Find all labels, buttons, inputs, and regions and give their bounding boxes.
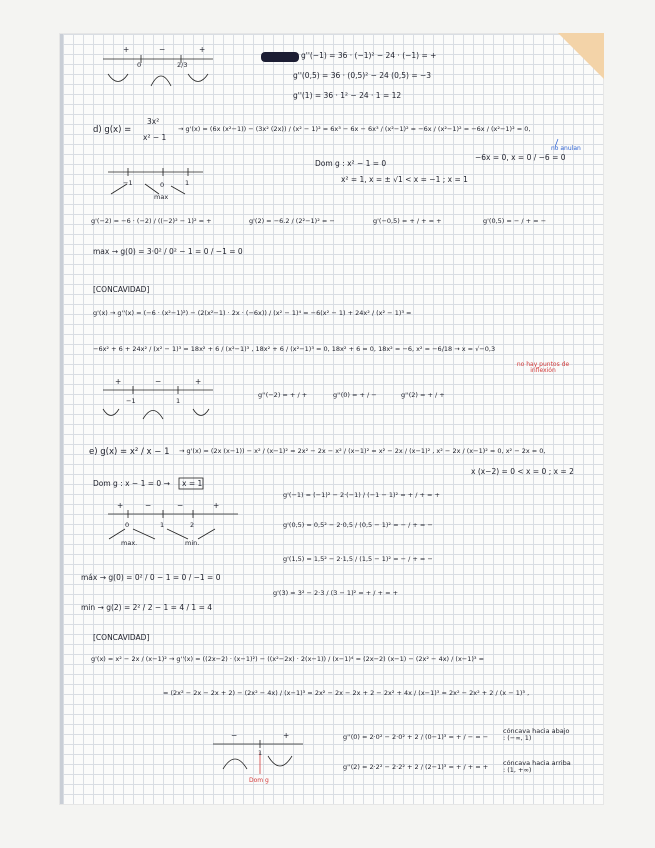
d2-line-2: −6x² + 6 + 24x² / (x² − 1)³ = 18x² + 6 / (x²−1)³ , 18x² + 6 / (x²−1)³ = 0, 18x² + 6 = 0, 18x² = −6, x² = −6/18 → x = √−0,3: [93, 345, 496, 353]
notebook-page: [60, 34, 603, 804]
eval-line-1: g''(−1) = 36 · (−1)² − 24 · (−1) = +: [301, 51, 437, 60]
eval-line-2: g''(0,5) = 36 · (0,5)² − 24 (0,5) = −3: [293, 71, 432, 80]
d-max-value: max → g(0) = 3·0² / 0² − 1 = 0 / −1 = 0: [93, 247, 243, 256]
d-title: d) g(x) =: [93, 125, 132, 135]
d-eval-3: g'(−0,5) = + / + = +: [373, 217, 442, 225]
d2-line-1: g'(x) → g''(x) = (−6 · (x²−1)²) − (2(x²−1) · 2x · (−6x)) / (x² − 1)⁴ = −6(x² − 1) + 24x² / (x² − 1)³ =: [93, 309, 412, 317]
d-blue-note: no anulan: [551, 145, 581, 152]
concavidad-heading-1: [CONCAVIDAD]: [93, 285, 150, 294]
concave-up-arc: [188, 74, 208, 82]
d2-sign-3: +: [195, 377, 202, 386]
e-title: e) g(x) = x² / x − 1: [89, 447, 170, 457]
d2-red-note: no hay puntos de inflexión: [516, 361, 570, 374]
d-eval-1: g'(−2) = −6 · (−2) / ((−2)² − 1)² = +: [91, 217, 212, 225]
d-derivative: → g'(x) = (6x (x²−1)) − (3x² (2x)) / (x² − 1)² = 6x³ − 6x − 6x³ / (x²−1)² = −6x / (x²−1)² = −6x / (x²−1)² = 0,: [178, 125, 531, 133]
tick-two-thirds: 2/3: [177, 61, 188, 69]
d-eval-2: g'(2) = −6.2 / (2²−1)² = −: [249, 217, 335, 225]
concave-up-arc: [108, 74, 128, 82]
e2-sign-2: +: [283, 731, 290, 740]
d2-eval-3: g''(2) = + / +: [401, 391, 445, 399]
e-factor: x (x−2) = 0 < x = 0 ; x = 2: [471, 467, 574, 476]
d2-tick-neg1: −1: [126, 397, 136, 405]
e2-concave-up: cóncava hacia arriba : (1, +∞): [503, 759, 571, 774]
e-domain: Dom g : x − 1 = 0 →: [93, 479, 170, 488]
e-tick-1: 1: [160, 521, 165, 529]
d2-tick-1: 1: [176, 397, 181, 405]
e-domain-box: x = 1: [182, 479, 203, 488]
d-numerator: 3x²: [147, 117, 160, 126]
e-sign-4: +: [213, 501, 220, 510]
e2-line-2: = (2x² − 2x − 2x + 2) − (2x² − 4x) / (x−1)³ = 2x² − 2x − 2x + 2 − 2x² + 4x / (x−1)³ = 2x² − 2x² + 2 / (x − 1)³ ,: [163, 689, 530, 697]
d-tick-0: 0: [160, 181, 165, 189]
concavidad-heading-2: [CONCAVIDAD]: [93, 633, 150, 642]
d-domain: Dom g : x² − 1 = 0: [315, 159, 387, 168]
e-eval-3: g'(1,5) = 1,5² − 2·1,5 / (1,5 − 1)² = − / + = −: [283, 555, 433, 563]
e-eval-4: g'(3) = 3² − 2·3 / (3 − 1)² = + / + = +: [273, 589, 399, 597]
sign-minus-1: −: [159, 45, 166, 54]
d-tick-1: 1: [185, 179, 190, 187]
d2-sign-2: −: [155, 377, 162, 386]
d2-eval-2: g''(0) = + / −: [333, 391, 377, 399]
d-roots: x² = 1, x = ± √1 < x = −1 ; x = 1: [341, 175, 468, 184]
d2-eval-1: g''(−2) = + / +: [258, 391, 308, 399]
scribble-mark: [261, 52, 299, 62]
d2-sign-1: +: [115, 377, 122, 386]
sign-plus-2: +: [199, 45, 206, 54]
e-tick-0: 0: [125, 521, 130, 529]
eval-line-3: g''(1) = 36 · 1² − 24 · 1 = 12: [293, 91, 402, 100]
e-derivative: → g'(x) = (2x (x−1)) − x² / (x−1)² = 2x² − 2x − x² / (x−1)² = x² − 2x / (x−1)² , x² − 2x / (x−1)² = 0, x² − 2x = 0,: [179, 447, 546, 455]
e2-sign-1: −: [231, 731, 238, 740]
sign-plus-1: +: [123, 45, 130, 54]
e-eval-2: g'(0,5) = 0,5² − 2·0,5 / (0,5 − 1)² = − / + = −: [283, 521, 433, 529]
e-min-label: min.: [185, 539, 200, 547]
e-eval-1: g'(−1) = (−1)² − 2·(−1) / (−1 − 1)² = + / + = +: [283, 491, 440, 499]
tick-0: 0: [137, 61, 142, 69]
e2-eval-2: g''(2) = 2·2² − 2·2² + 2 / (2−1)³ = + / + = +: [343, 763, 489, 771]
e-max-label: max.: [121, 539, 138, 547]
e2-dom-label: Dom g: [249, 777, 269, 784]
e2-concave-down: cóncava hacia abajo : (−∞, 1): [503, 727, 570, 742]
d-zero: −6x = 0, x = 0 / −6 = 0: [475, 153, 566, 162]
d-eval-4: g'(0,5) = − / + = −: [483, 217, 547, 225]
e-max-value: máx → g(0) = 0² / 0 − 1 = 0 / −1 = 0: [81, 573, 221, 582]
concave-down-arc: [151, 76, 171, 86]
e-tick-2: 2: [190, 521, 195, 529]
d-denominator: x² − 1: [143, 133, 167, 142]
d-max-label: max: [154, 193, 169, 201]
e2-eval-1: g''(0) = 2·0² − 2·0² + 2 / (0−1)³ = + / − = −: [343, 733, 489, 741]
e2-tick-1: 1: [258, 749, 263, 757]
e-sign-1: +: [117, 501, 124, 510]
e2-line-1: g'(x) = x² − 2x / (x−1)² → g''(x) = ((2x−2) · (x−1)²) − ((x²−2x) · 2(x−1)) / (x−1)⁴ = (2x−2) (x−1) − (2x² − 4x) / (x−1)³ =: [91, 655, 485, 663]
e-sign-2: −: [145, 501, 152, 510]
e-sign-3: −: [177, 501, 184, 510]
e-min-value: min → g(2) = 2² / 2 − 1 = 4 / 1 = 4: [81, 603, 213, 612]
d-tick-neg1: −1: [123, 179, 133, 187]
